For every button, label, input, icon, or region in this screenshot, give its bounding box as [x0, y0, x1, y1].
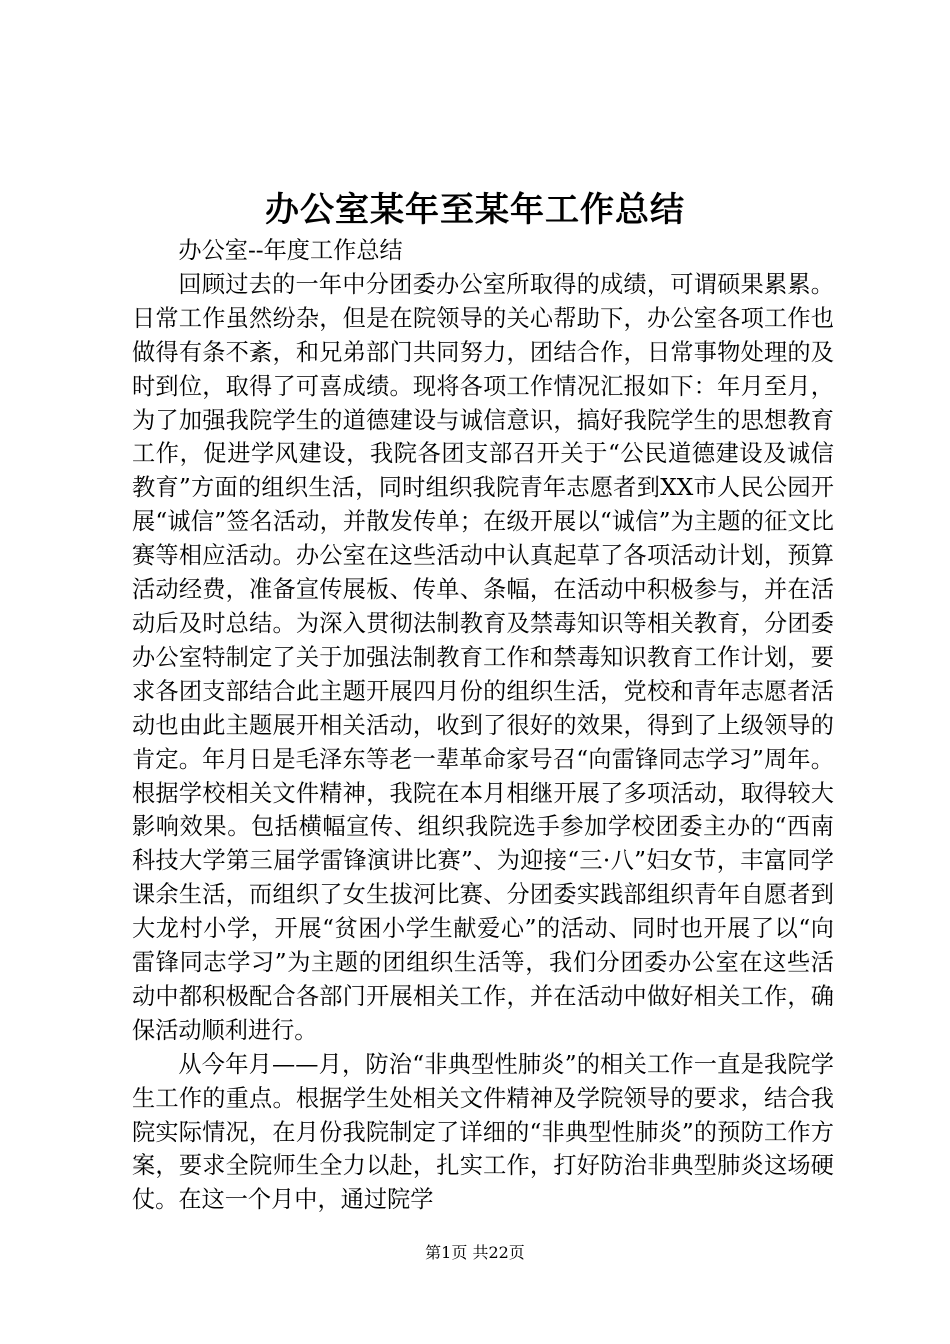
- document-body: [132, 234, 834, 1217]
- document-title: 办公室某年至某年工作总结: [265, 190, 685, 230]
- paragraph-sars: 从今年月——月，防治“非典型性肺炎”的相关工作一直是我院学生工作的重点。根据学生处相关文件精神及学院领导的要求，结合我院实际情况，在月份我院制定了详细的“非典型性肺炎”的预防工作方案，要求全院师生全力以赴，扎实工作，打好防治非典型肺炎这场硬仗。在这一个月中，通过院学: [132, 1050, 834, 1214]
- paragraph-review: 回顾过去的一年中分团委办公室所取得的成绩，可谓硕果累累。日常工作虽然纷杂，但是在院领导的关心帮助下，办公室各项工作也做得有条不紊，和兄弟部门共同努力，团结合作，日常事物处理的及时到位，取得了可喜成绩。现将各项工作情况汇报如下：年月至月，为了加强我院学生的道德建设与诚信意识，搞好我院学生的思想教育工作，促进学风建设，我院各团支部召开关于“公民道德建设及诚信教育”方面的组织生活，同时组织我院青年志愿者到XX市人民公园开展“诚信”签名活动，并散发传单；在级开展以“诚信”为主题的征文比赛等相应活动。办公室在这些活动中认真起草了各项活动计划，预算活动经费，准备宣传展板、传单、条幅，在活动中积极参与，并在活动后及时总结。为深入贯彻法制教育及禁毒知识等相关教育，分团委办公室特制定了关于加强法制教育工作和禁毒知识教育工作计划，要求各团支部结合此主题开展四月份的组织生活，党校和青年志愿者活动也由此主题展开相关活动，收到了很好的效果，得到了上级领导的肯定。年月日是毛泽东等老一辈革命家号召“向雷锋同志学习”周年。根据学校相关文件精神，我院在本月相继开展了多项活动，取得较大影响效果。包括横幅宣传、组织我院选手参加学校团委主办的“西南科技大学第三届学雷锋演讲比赛”、为迎接“三·八”妇女节，丰富同学课余生活，而组织了女生拔河比赛、分团委实践部组织青年自愿者到大龙村小学，开展“贫困小学生献爱心”的活动、同时也开展了以“向雷锋同志学习”为主题的团组织生活等，我们分团委办公室在这些活动中都积极配合各部门开展相关工作，并在活动中做好相关工作，确保活动顺利进行。: [132, 270, 834, 1044]
- paragraph-subtitle: 办公室--年度工作总结: [178, 237, 403, 264]
- page-number-footer: 第1页 共22页: [425, 1243, 525, 1262]
